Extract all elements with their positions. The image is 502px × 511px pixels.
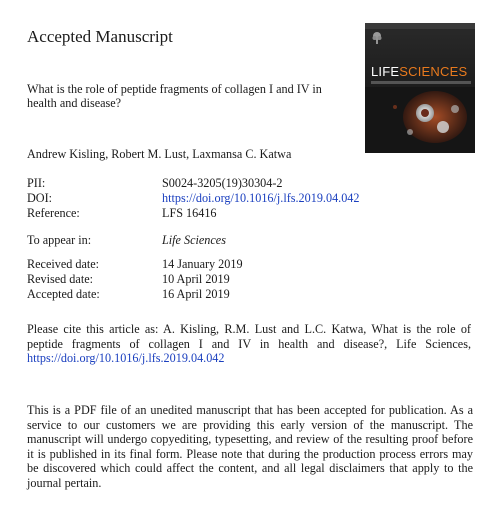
cover-artwork (365, 87, 475, 153)
doi-link[interactable]: https://doi.org/10.1016/j.lfs.2019.04.042 (162, 191, 360, 205)
dates-block (27, 257, 467, 302)
article-title: What is the role of peptide fragments of collagen I and IV in health and disease? (27, 82, 322, 110)
meta-label: Received date: (27, 257, 100, 271)
meta-label: PII: (27, 176, 46, 190)
meta-label: Revised date: (27, 272, 93, 286)
citation-doi-link[interactable]: https://doi.org/10.1016/j.lfs.2019.04.042 (27, 351, 225, 365)
meta-row-pii (27, 176, 467, 191)
meta-label: DOI: (27, 191, 53, 205)
journal-block (27, 233, 467, 248)
meta-row-received (27, 257, 467, 272)
cover-journal-name (371, 64, 467, 79)
meta-value: 10 April 2019 (162, 272, 230, 286)
meta-label: Reference: (27, 206, 80, 220)
meta-row-accepted (27, 287, 467, 302)
meta-label: To appear in: (27, 233, 92, 247)
meta-row-journal (27, 233, 467, 248)
meta-value: 14 January 2019 (162, 257, 243, 271)
cover-subtitle-bar (371, 81, 471, 84)
meta-value: S0024-3205(19)30304-2 (162, 176, 283, 190)
cover-journal-part1: LIFE (371, 64, 400, 79)
meta-label: Accepted date: (27, 287, 100, 301)
meta-row-revised (27, 272, 467, 287)
citation-paragraph (27, 322, 471, 366)
page-heading: Accepted Manuscript (27, 27, 173, 46)
cover-journal-part2: SCIENCES (399, 64, 468, 79)
elsevier-tree-icon (371, 31, 383, 45)
cover-top-strip (365, 23, 475, 29)
citation-text: Please cite this article as: A. Kisling, R.M. Lust and L.C. Katwa, What is the role of peptide fragments of collagen I and IV in health and disease?, Life Sciences, (27, 322, 471, 351)
journal-cover (365, 23, 475, 153)
unedited-notice: This is a PDF file of an unedited manuscript that has been accepted for publication. As a service to our customers we are providing this early version of the manuscript. The manuscript will undergo copyediting, typesetting, and review of the resulting proof before it is published in its final form. Please note that during the production process errors may be discovered which could affect the content, and all legal disclaimers that apply to the journal pertain. (27, 403, 473, 490)
journal-name: Life Sciences (162, 233, 226, 247)
meta-row-reference (27, 206, 467, 221)
identifier-block (27, 176, 467, 221)
author-list: Andrew Kisling, Robert M. Lust, Laxmansa C. Katwa (27, 147, 292, 161)
meta-row-doi (27, 191, 467, 206)
meta-value: LFS 16416 (162, 206, 217, 220)
meta-value: 16 April 2019 (162, 287, 230, 301)
